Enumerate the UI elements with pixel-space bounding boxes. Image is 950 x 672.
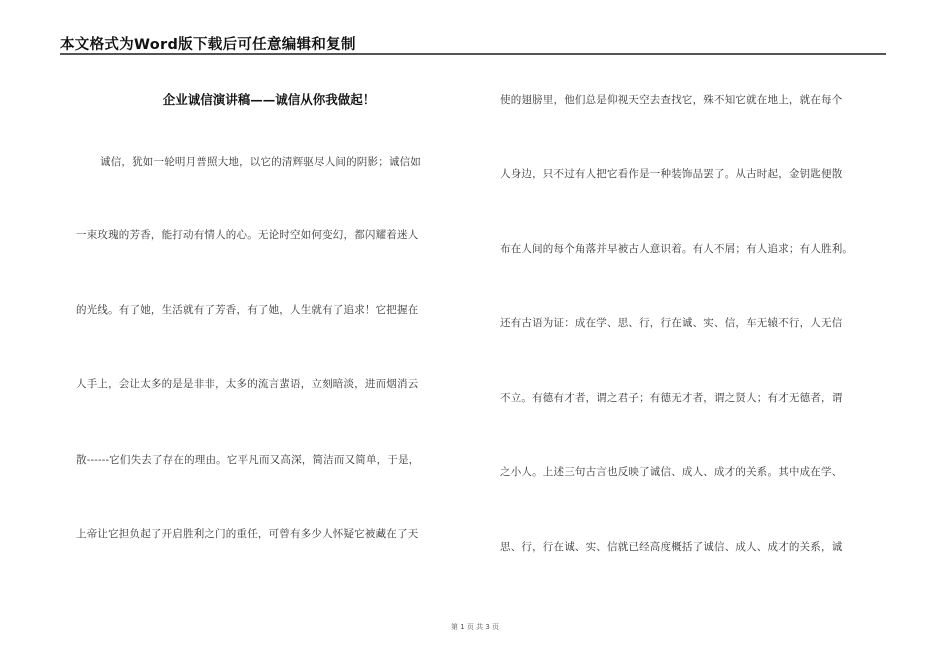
- text-line: 不立。有德有才者，谓之君子；有德无才者，谓之贤人；有才无德者，谓: [500, 392, 843, 404]
- text-line: 之小人。上述三句古言也反映了诚信、成人、成才的关系。其中成在学、: [500, 466, 843, 478]
- document-banner: 本文格式为Word版下载后可任意编辑和复制: [60, 37, 356, 53]
- text-line: 思、行，行在诚、实、信就已经高度概括了诚信、成人、成才的关系，诚: [500, 541, 843, 553]
- text-line: 使的翅膀里，他们总是仰视天空去查找它，殊不知它就在地上，就在每个: [500, 94, 843, 106]
- text-line: 人手上，会让太多的是是非非，太多的流言蜚语，立刻暗淡，进而烟消云: [76, 378, 419, 390]
- text-line: 人身边，只不过有人把它看作是一种装饰品罢了。从古时起，金钥匙便散: [500, 168, 843, 180]
- text-line: 的光线。有了她，生活就有了芳香，有了她，人生就有了追求！它把握在: [76, 304, 419, 316]
- document-title: 企业诚信演讲稿——诚信从你我做起！: [162, 92, 376, 107]
- banner-divider: [60, 53, 886, 55]
- text-line: 上帝让它担负起了开启胜利之门的重任，可曾有多少人怀疑它被藏在了天: [76, 528, 419, 540]
- text-line: 一束玫瑰的芳香，能打动有情人的心。无论时空如何变幻，都闪耀着迷人: [76, 229, 419, 241]
- text-line: 还有古语为证：成在学、思、行，行在诚、实、信，车无辕不行，人无信: [500, 317, 843, 329]
- text-line: 散------它们失去了存在的理由。它平凡而又高深，简洁而又简单，于是，: [76, 454, 420, 466]
- text-line: 诚信，犹如一轮明月普照大地，以它的清辉驱尽人间的阴影；诚信如: [100, 156, 421, 168]
- page-number: 第 1 页 共 3 页: [450, 623, 500, 631]
- text-line: 布在人间的每个角落并早被古人意识着。有人不屑；有人追求；有人胜利。: [500, 243, 854, 255]
